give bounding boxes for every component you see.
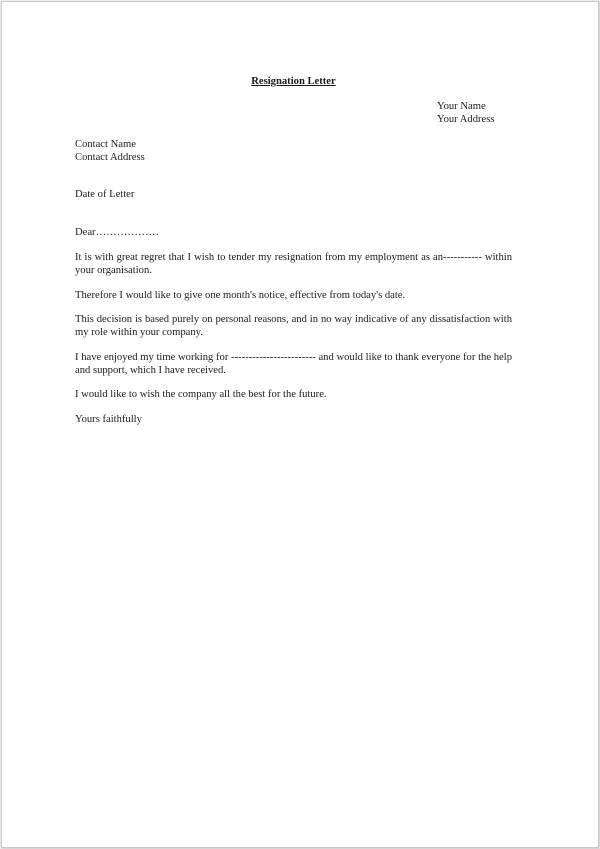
recipient-name: Contact Name (75, 139, 136, 150)
paragraph-1: It is with great regret that I wish to tender my resignation from my employment as an----------- within your organisation. (75, 252, 512, 276)
paragraph-2: Therefore I would like to give one month's notice, effective from today's date. (75, 290, 406, 301)
recipient-block (75, 138, 145, 164)
sender-block (437, 100, 495, 126)
sender-name: Your Name (437, 101, 486, 112)
paragraph-4: I have enjoyed my time working for ------------------------ and would like to thank everyone for the help and support, which I have received. (75, 352, 512, 376)
letter-date: Date of Letter (75, 189, 135, 200)
recipient-address: Contact Address (75, 152, 145, 163)
letter-title: Resignation Letter (251, 76, 336, 87)
document-page (1, 1, 599, 848)
sender-address: Your Address (437, 114, 495, 125)
paragraph-5: I would like to wish the company all the best for the future. (75, 389, 327, 400)
closing: Yours faithfully (75, 414, 142, 425)
paragraph-3: This decision is based purely on personal reasons, and in no way indicative of any dissatisfaction with my role within your company. (75, 314, 512, 338)
salutation: Dear……………… (75, 227, 160, 238)
